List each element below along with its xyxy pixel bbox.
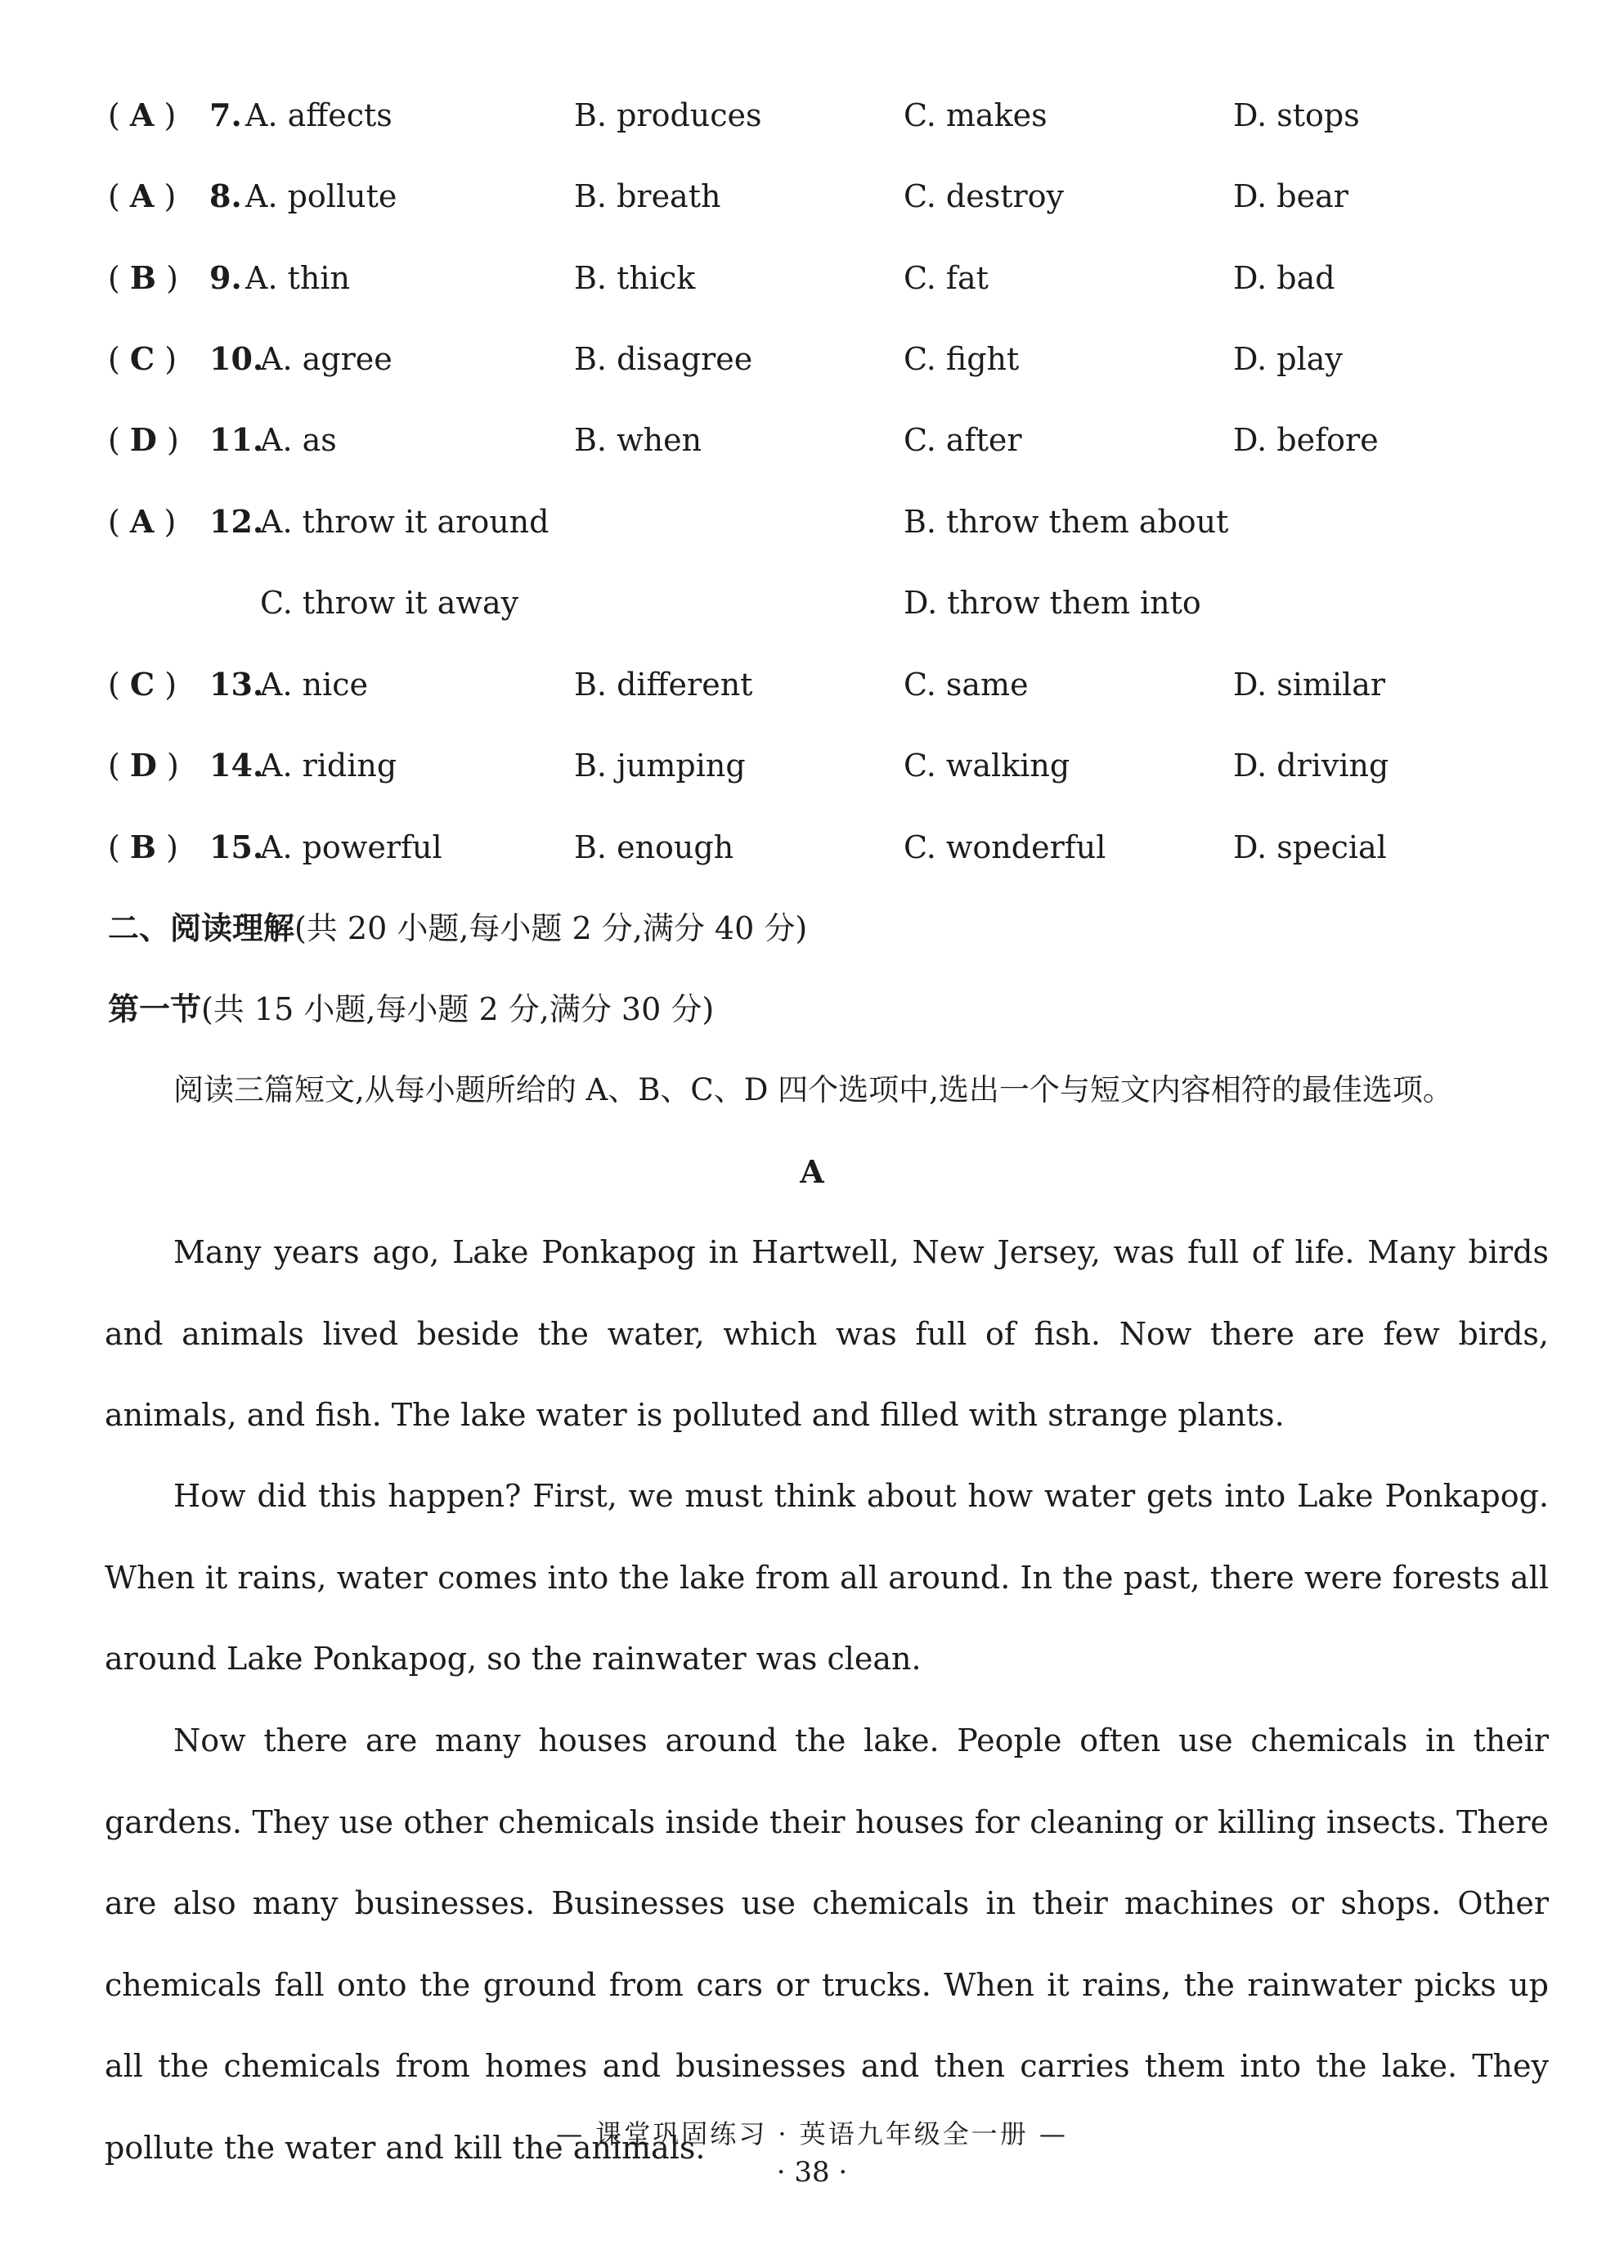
answer-bracket: ( D ) [108,421,179,458]
option-c: C. wonderful [904,829,1106,865]
option-c: C. fight [904,341,1020,377]
option-c: C. destroy [904,178,1064,214]
page-number: · 38 · [776,2156,848,2189]
option-d: D. driving [1233,748,1389,784]
section-note: (共 20 小题,每小题 2 分,满分 40 分) [294,910,808,946]
answer-bracket: ( A ) [108,503,177,540]
question-number: 10. [209,340,264,377]
answer-letter: C [129,666,155,703]
question-row-continued [0,578,1624,627]
option-c: C. same [904,667,1029,703]
question-number: 8. [209,177,242,214]
section-title: 二、阅读理解 [108,910,295,946]
option-d: D. before [1233,422,1379,458]
option-b: B. enough [574,829,734,865]
option-d: D. play [1233,341,1343,377]
passage-paragraph: Many years ago, Lake Ponkapog in Hartwell, New Jersey, was full of life. Many birds and animals lived beside the water, which was full of fish. Now there are few birds, animals, and fish. The lake water is polluted and filled with strange plants. [105,1234,1549,1433]
question-row [0,497,1624,546]
answer-bracket: ( C ) [108,666,177,703]
option-a: A. pollute [245,178,397,214]
question-number: 9. [209,259,242,296]
option-b: B. breath [574,178,721,214]
answer-bracket: ( B ) [108,829,178,865]
question-number: 13. [209,666,264,703]
option-c: C. throw it away [260,585,519,621]
answer-bracket: ( C ) [108,340,177,377]
option-b: B. disagree [574,341,753,377]
option-d: D. special [1233,829,1387,865]
section-heading [108,904,807,953]
answer-letter: A [129,97,155,133]
passage-paragraph: Now there are many houses around the lake. People often use chemicals in their gardens. They use other chemicals inside their houses for cleaning or killing insects. There are also many businesses. Businesses use chemicals in their machines or shops. Other chemicals fall onto the ground from cars or trucks. When it rains, the rainwater picks up all the chemicals from homes and businesses and then carries them into the lake. They pollute the water and kill the animals. [105,1722,1549,2166]
question-row [0,91,1624,140]
answer-letter: A [129,503,155,540]
question-number: 12. [209,503,264,540]
option-c: C. fat [904,260,989,296]
option-a: A. throw it around [260,504,550,540]
answer-letter: C [129,340,155,377]
question-number: 15. [209,829,264,865]
option-d: D. stops [1233,97,1360,133]
option-a: A. riding [260,748,397,784]
option-a: A. powerful [260,829,442,865]
question-number: 11. [209,421,264,458]
answer-letter: D [129,747,157,784]
answer-bracket: ( B ) [108,259,178,296]
option-a: A. agree [260,341,393,377]
answer-letter: A [129,177,155,214]
part-title: 第一节 [108,991,202,1027]
question-number: 14. [209,747,264,784]
option-d: D. similar [1233,667,1386,703]
option-b: B. jumping [574,748,746,784]
answer-letter: B [129,829,157,865]
option-a: A. as [260,422,337,458]
part-heading [108,985,714,1034]
part-note: (共 15 小题,每小题 2 分,满分 30 分) [201,991,715,1027]
question-row [0,254,1624,303]
option-d: D. throw them into [904,585,1201,621]
question-row [0,660,1624,709]
option-a: A. affects [245,97,393,133]
option-b: B. when [574,422,702,458]
answer-letter: B [129,259,157,296]
option-b: B. throw them about [904,504,1229,540]
answer-letter: D [129,421,157,458]
answer-bracket: ( D ) [108,747,179,784]
option-c: C. walking [904,748,1070,784]
question-number: 7. [209,97,242,133]
option-c: C. after [904,422,1022,458]
option-b: B. produces [574,97,762,133]
question-row [0,415,1624,465]
option-b: B. thick [574,260,696,296]
passage-paragraph: How did this happen? First, we must think about how water gets into Lake Ponkapog. When it rains, water comes into the lake from all around. In the past, there were forests all around Lake Ponkapog, so the rainwater was clean. [105,1478,1549,1677]
option-c: C. makes [904,97,1048,133]
question-row [0,172,1624,221]
instruction-text: 阅读三篇短文,从每小题所给的 A、B、C、D 四个选项中,选出一个与短文内容相符的最佳选项。 [173,1072,1453,1107]
option-a: A. thin [245,260,350,296]
option-d: D. bad [1233,260,1335,296]
answer-bracket: ( A ) [108,177,177,214]
question-row [0,823,1624,872]
option-a: A. nice [260,667,368,703]
option-b: B. different [574,667,753,703]
option-d: D. bear [1233,178,1348,214]
footer-title: — 课堂巩固练习 · 英语九年级全一册 — [556,2118,1068,2149]
answer-bracket: ( A ) [108,97,177,133]
question-row [0,741,1624,790]
passage-title: A [800,1153,824,1190]
question-row [0,335,1624,384]
